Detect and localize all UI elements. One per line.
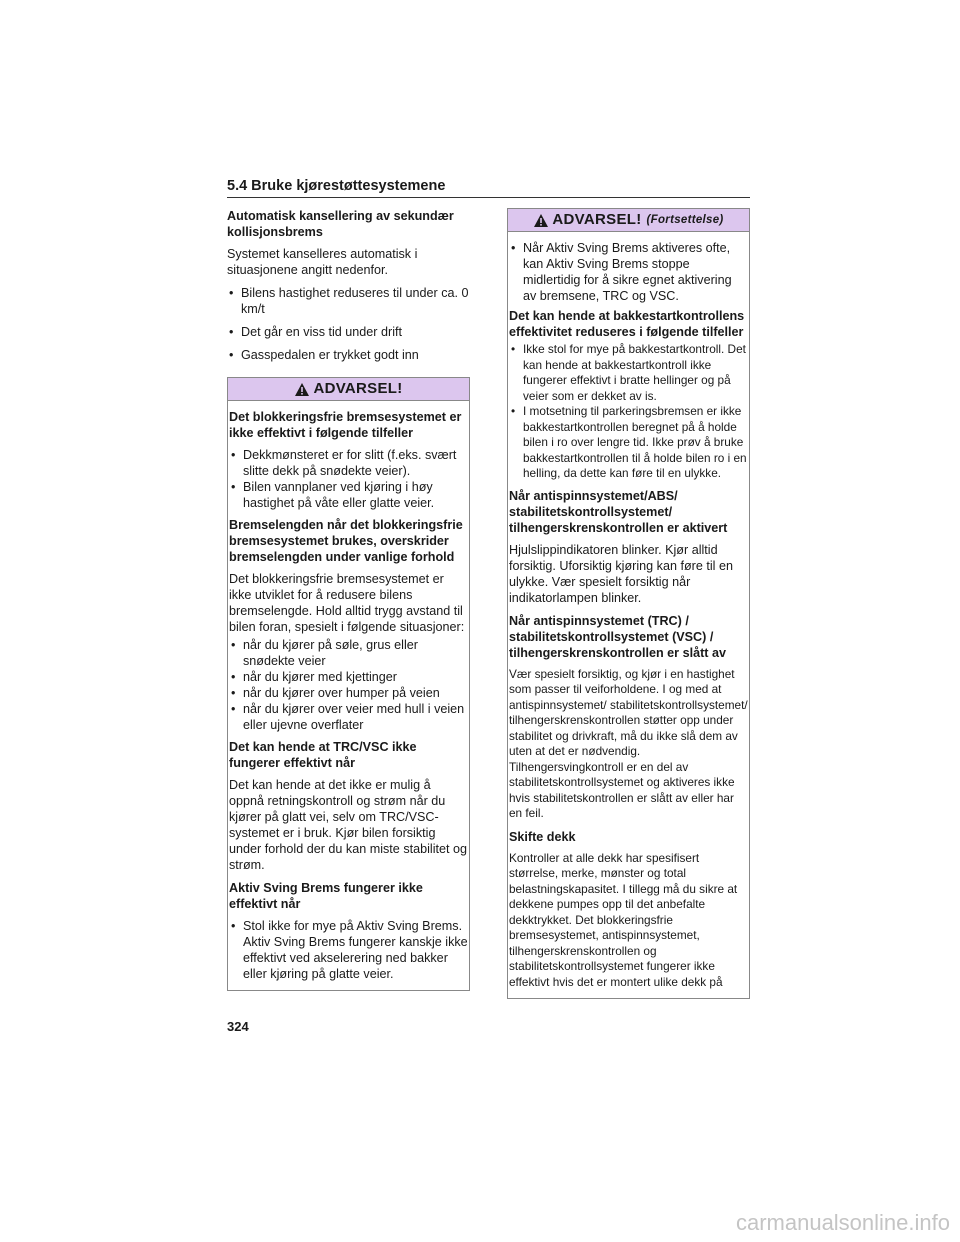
warning-subheading: Når antispinnsystemet/ABS/ stabilitetskontrollsystemet/ tilhengerskrenskontrollen er aktivert xyxy=(509,488,728,535)
warning-list xyxy=(229,918,468,982)
watermark: carmanualsonline.info xyxy=(735,1210,950,1235)
list-item: • Bilen vannplaner ved kjøring i høy hastighet på våte eller glatte veier. xyxy=(229,479,468,511)
warning-paragraph: Det kan hende at det ikke er mulig å oppnå retningskontroll og strøm når du kjører på glatt vei, selv om TRC/VSC-systemet er i bruk. Kjør bilen forsiktig under forhold der du kan miste stabilitet og strøm. xyxy=(229,778,468,872)
warning-triangle-icon xyxy=(533,213,549,228)
list-item: • Bilens hastighet reduseres til under ca. 0 km/t xyxy=(227,285,470,317)
warning-subheading: Det kan hende at TRC/VSC ikke fungerer effektivt når xyxy=(229,740,417,770)
warning-box-continued xyxy=(507,208,750,999)
list-item: • Gasspedalen er trykket godt inn xyxy=(227,347,470,363)
list-item: • Ikke stol for mye på bakkestartkontroll. Det kan hende at bakkestartkontroll ikke fungerer effektivt i bratte hellinger og på veier som er dekket av is. xyxy=(509,342,748,404)
warning-subheading: Når antispinnsystemet (TRC) / stabilitetskontrollsystemet (VSC) / tilhengerskrenskontrollen er slått av xyxy=(509,613,726,660)
intro-text: Systemet kanselleres automatisk i situasjonene angitt nedenfor. xyxy=(227,247,418,277)
list-item: • Dekkmønsteret er for slitt (f.eks. svært slitte dekk på snødekte veier). xyxy=(229,447,468,479)
list-item: • når du kjører over humper på veien xyxy=(229,685,468,701)
list-item: • når du kjører med kjettinger xyxy=(229,669,468,685)
warning-subheading: Det kan hende at bakkestartkontrollens effektivitet reduseres i følgende tilfeller xyxy=(509,309,745,339)
section-header: 5.4 Bruke kjørestøttesystemene xyxy=(227,178,750,198)
warning-paragraph: Hjulslippindikatoren blinker. Kjør alltid forsiktig. Uforsiktig kjøring kan føre til en ulykke. Vær spesielt forsiktig når indikatorlampen blinker. xyxy=(509,542,733,605)
warning-paragraph: Vær spesielt forsiktig, og kjør i en hastighet som passer til veiforholdene. I og med at antispinnsystemet/ stabilitetskontrollsystemet/ tilhengerskrenskontrollen støtter opp under stabilitet og drivkraft, må du ikke slå dem av uten at det er nødvendig. Tilhengersvingkontroll er en del av stabilitetskontrollsystemet og aktiveres ikke hvis stabilitetskontrollen er slått av eller har en feil. xyxy=(509,666,748,820)
list-item: • Når Aktiv Sving Brems aktiveres ofte, kan Aktiv Sving Brems stoppe midlertidig for å sikre egnet aktivering av bremsene, TRC og VSC. xyxy=(509,240,748,304)
warning-subheading: Skifte dekk xyxy=(509,829,576,844)
warning-header xyxy=(228,378,469,401)
list-item: • når du kjører på søle, grus eller snødekte veier xyxy=(229,637,468,669)
list-item: • Det går en viss tid under drift xyxy=(227,324,470,340)
warning-title: ADVARSEL! xyxy=(552,211,642,228)
warning-header xyxy=(508,209,749,232)
list-item: • når du kjører over veier med hull i veien eller ujevne overflater xyxy=(229,701,468,733)
warning-list xyxy=(229,637,468,733)
cancel-conditions-list xyxy=(227,285,470,363)
warning-body xyxy=(228,401,469,990)
right-column xyxy=(507,208,750,999)
warning-paragraph: Det blokkeringsfrie bremsesystemet er ikke utviklet for å redusere bilens bremselengde. Hold alltid trygg avstand til bilen foran, spesielt i følgende situasjoner: xyxy=(229,572,465,634)
warning-triangle-icon xyxy=(294,382,310,397)
section-heading: Automatisk kansellering av sekundær kollisjonsbrems xyxy=(227,209,454,239)
warning-list xyxy=(509,342,748,482)
warning-list xyxy=(229,447,468,511)
warning-paragraph: Kontroller at alle dekk har spesifisert størrelse, merke, mønster og total belastningskapasitet. I tillegg må du sikre at dekkene pumpes opp til det anbefalte dekktrykket. Det blokkeringsfrie bremsesystemet, antispinnsystemet, tilhengerskrenskontrollen og stabilitetskontrollsystemet fungerer ikke effektivt hvis det er montert ulike dekk på xyxy=(509,850,738,989)
list-item: • I motsetning til parkeringsbremsen er ikke bakkestartkontrollen beregnet på å holde bilen i ro over lengre tid. Ikke prøv å bruke bakkestartkontrollen til å holde bilen ro i en helling, da dette kan føre til en ulykke. xyxy=(509,404,748,482)
warning-title: ADVARSEL! xyxy=(313,380,403,397)
warning-subheading: Bremselengden når det blokkeringsfrie bremsesystemet brukes, overskrider bremselengden under vanlige forhold xyxy=(229,518,463,564)
page-number: 324 xyxy=(227,1019,249,1034)
warning-box xyxy=(227,377,470,991)
list-item: • Stol ikke for mye på Aktiv Sving Brems. Aktiv Sving Brems fungerer kanskje ikke effektivt ved akselerering ned bakker eller kjøring på glatte veier. xyxy=(229,918,468,982)
left-column xyxy=(227,208,470,991)
warning-list xyxy=(509,240,748,304)
warning-body xyxy=(508,232,749,998)
continued-label: (Fortsettelse) xyxy=(646,214,724,226)
warning-subheading: Det blokkeringsfrie bremsesystemet er ikke effektivt i følgende tilfeller xyxy=(229,410,462,440)
warning-subheading: Aktiv Sving Brems fungerer ikke effektivt når xyxy=(229,881,423,911)
